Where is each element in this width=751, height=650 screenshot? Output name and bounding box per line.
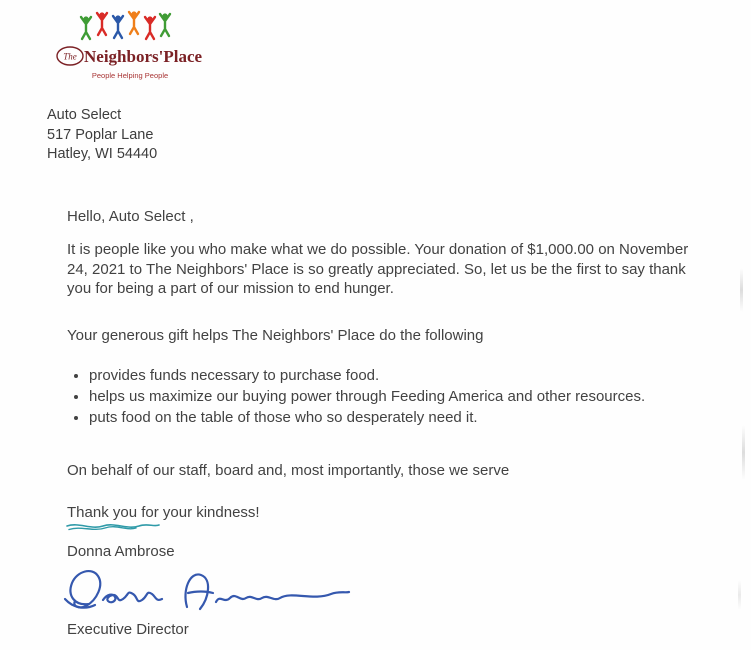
recipient-address-line1: 517 Poplar Lane bbox=[47, 126, 154, 143]
closing-on-behalf: On behalf of our staff, board and, most importantly, those we serve bbox=[67, 462, 510, 479]
bullet-item: • helps us maximize our buying power through Feeding America and other resources. bbox=[89, 387, 717, 407]
bullet-item: • provides funds necessary to purchase food. bbox=[89, 366, 717, 386]
bullet-item: • puts food on the table of those who so desperately need it. bbox=[89, 408, 717, 428]
salutation: Hello, Auto Select , bbox=[67, 208, 194, 225]
recipient-address-block bbox=[47, 106, 157, 165]
logo-org-name: Neighbors'Place bbox=[84, 47, 202, 66]
logo-tagline: People Helping People bbox=[91, 71, 169, 80]
neighbors-place-logo bbox=[52, 8, 202, 90]
logo-the-text: The bbox=[63, 51, 77, 62]
logo-figures-icon bbox=[81, 11, 170, 39]
recipient-name: Auto Select bbox=[47, 107, 122, 123]
thank-you-underline-squiggle bbox=[65, 521, 161, 532]
signer-printed-name: Donna Ambrose bbox=[67, 543, 175, 560]
closing-thank-you: Thank you for your kindness! bbox=[67, 504, 260, 521]
paragraph-donation: It is people like you who make what we do possible. Your donation of $1,000.00 on November 24, 2021 to The Neighbors' Place is so greatly appreciated. So, let us be the first to say thank you for being a part of our mission to end hunger. bbox=[67, 241, 689, 297]
recipient-address-line2: Hatley, WI 54440 bbox=[47, 146, 158, 162]
scan-artifact bbox=[738, 580, 741, 610]
scan-artifact bbox=[740, 268, 743, 312]
benefit-bullet-list bbox=[67, 366, 717, 429]
scan-artifact bbox=[742, 425, 745, 480]
signer-title: Executive Director bbox=[67, 621, 189, 638]
signature-image bbox=[59, 560, 359, 618]
paragraph-gift-intro: Your generous gift helps The Neighbors' Place do the following bbox=[67, 327, 484, 344]
